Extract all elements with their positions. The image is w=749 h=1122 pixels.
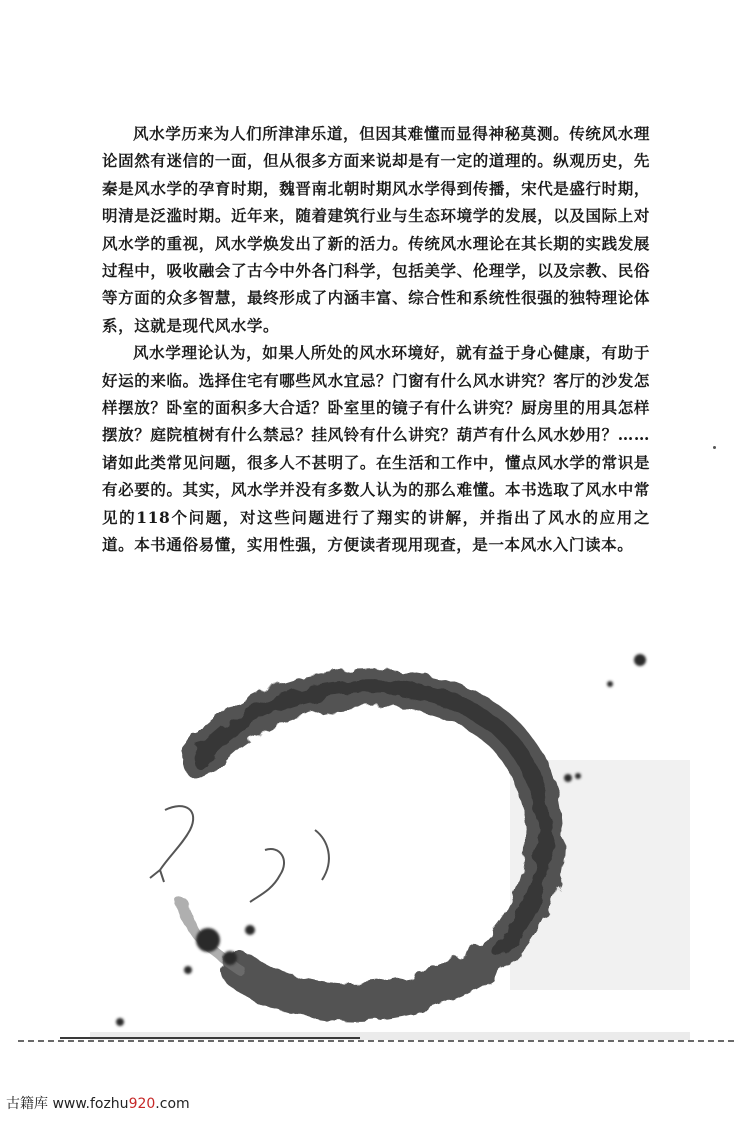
koi-fish-group (150, 806, 329, 902)
preface-paragraph-1: 风水学历来为人们所津津乐道，但因其难懂而显得神秘莫测。传统风水理论固然有迷信的一面，但从很多方面来说却是有一定的道理的。纵观历史，先秦是风水学的孕育时期，魏晋南北朝时期风水学得到传播，宋代是盛行时期，明清是泛滥时期。近年来，随着建筑行业与生态环境学的发展，以及国际上对风水学的重视，风水学焕发出了新的活力。传统风水理论在其长期的实践发展过程中，吸收融会了古今中外各门科学，包括美学、伦理学，以及宗教、民俗等方面的众多智慧，最终形成了内涵丰富、综合性和系统性很强的独特理论体系，这就是现代风水学。 (102, 124, 650, 335)
watermark-site-prefix: www.fozhu (52, 1096, 129, 1112)
koi-tail-icon (150, 870, 164, 882)
preface-paragraph-2: 风水学理论认为，如果人所处的风水环境好，就有益于身心健康，有助于好运的来临。选择住宅有哪些风水宜忌？门窗有什么风水讲究？客厅的沙发怎样摆放？卧室的面积多大合适？卧室里的镜子有什么讲究？厨房里的用具怎样摆放？庭院植树有什么禁忌？挂风铃有什么讲究？葫芦有什么风水妙用？……诸如此类常见问题，很多人不甚明了。在生活和工作中，懂点风水学的常识是有必要的。其实，风水学并没有多数人认为的那么难懂。本书选取了风水中常见的118个问题，对这些问题进行了翔实的讲解，并指出了风水的应用之道。本书通俗易懂，实用性强，方便读者现用现查，是一本风水入门读本。 (102, 343, 650, 555)
enso-koi-illustration (90, 640, 690, 1040)
koi-fish-icon (160, 806, 193, 870)
footer-rule-solid (60, 1037, 360, 1039)
koi-fish-icon (250, 849, 284, 902)
footer-rule-dashed (18, 1040, 734, 1042)
koi-fish-icon (315, 830, 329, 880)
enso-koi-svg (90, 640, 690, 1040)
watermark-label: 古籍库 (6, 1096, 48, 1112)
ink-speck (713, 446, 716, 449)
watermark-site-suffix: .com (155, 1096, 190, 1112)
preface-text-block (102, 120, 650, 559)
site-watermark (6, 1093, 190, 1113)
watermark-site-number: 920 (128, 1096, 156, 1112)
